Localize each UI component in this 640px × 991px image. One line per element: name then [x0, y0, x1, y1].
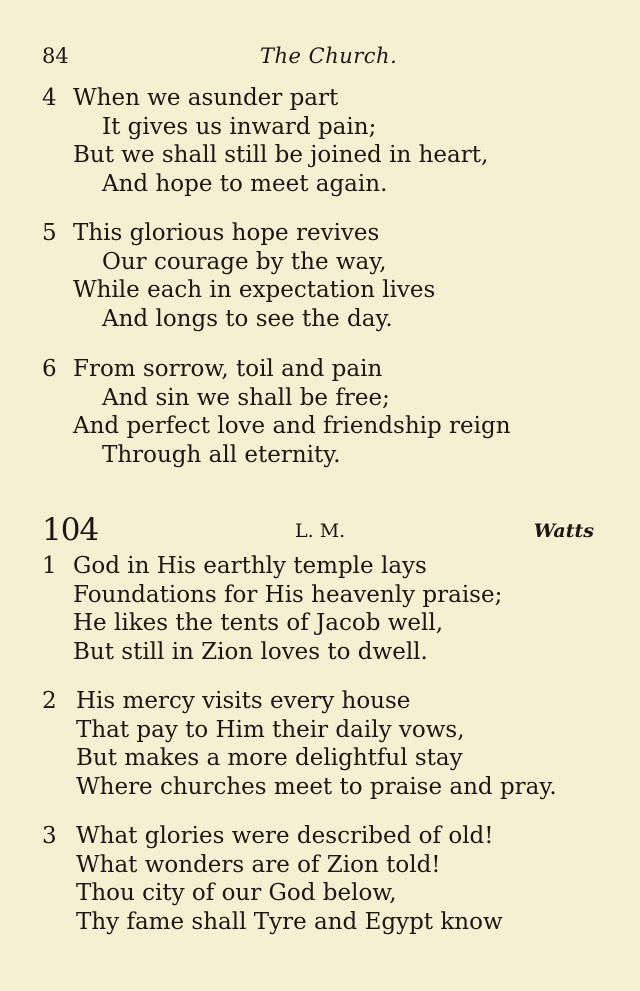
stanza-line — [42, 773, 602, 802]
stanza-line — [42, 412, 602, 441]
line-text: Thy fame shall Tyre and Egypt know — [76, 908, 503, 935]
stanza-line — [42, 638, 602, 667]
stanza-line — [42, 305, 602, 334]
hymn-meter: L. M. — [295, 520, 346, 542]
stanza-line — [42, 84, 602, 113]
page-number: 84 — [42, 44, 69, 68]
running-head — [42, 44, 592, 74]
stanza-number: 6 — [42, 356, 57, 382]
stanza-1 — [42, 552, 602, 666]
stanza-3 — [42, 822, 602, 936]
stanza-line — [42, 276, 602, 305]
line-text: Our courage by the way, — [102, 248, 387, 275]
stanza-line — [42, 552, 602, 581]
line-text: And perfect love and friendship reign — [73, 413, 511, 440]
stanza-number: 2 — [42, 688, 57, 714]
stanza-2 — [42, 687, 602, 801]
line-text: From sorrow, toil and pain — [73, 356, 383, 382]
stanza-number: 3 — [42, 823, 57, 849]
line-text: Where churches meet to praise and pray. — [76, 773, 557, 800]
line-text: He likes the tents of Jacob well, — [73, 610, 444, 637]
stanza-line — [42, 744, 602, 773]
line-text: But makes a more delightful stay — [76, 745, 463, 772]
stanza-line — [42, 141, 602, 170]
stanza-line — [42, 355, 602, 384]
line-text: While each in expectation lives — [73, 277, 436, 304]
stanza-line — [42, 113, 602, 142]
line-text: Foundations for His heavenly praise; — [73, 581, 503, 608]
stanza-line — [42, 384, 602, 413]
stanza-line — [42, 879, 602, 908]
line-text: When we asunder part — [73, 85, 339, 111]
stanza-number: 5 — [42, 220, 57, 246]
stanza-line — [42, 908, 602, 937]
line-text: But we shall still be joined in heart, — [73, 142, 489, 169]
stanza-line — [42, 248, 602, 277]
line-text: What wonders are of Zion told! — [76, 851, 441, 878]
stanza-line — [42, 609, 602, 638]
stanza-line — [42, 219, 602, 248]
stanza-number: 1 — [42, 553, 57, 579]
line-text: God in His earthly temple lays — [73, 553, 427, 579]
stanza-line — [42, 170, 602, 199]
line-text: And longs to see the day. — [102, 305, 393, 332]
line-text: It gives us inward pain; — [102, 113, 377, 140]
line-text: That pay to Him their daily vows, — [76, 716, 465, 743]
stanza-line — [42, 851, 602, 880]
line-text: And hope to meet again. — [102, 170, 388, 197]
line-text: This glorious hope revives — [73, 220, 380, 246]
stanza-line — [42, 687, 602, 716]
hymn-header — [42, 512, 594, 552]
line-text: What glories were described of old! — [76, 823, 494, 849]
hymn-number: 104 — [42, 512, 99, 548]
stanza-5 — [42, 219, 602, 333]
line-text: Thou city of our God below, — [76, 880, 397, 907]
hymn-author: Watts — [533, 520, 594, 542]
stanza-6 — [42, 355, 602, 469]
line-text: Through all eternity. — [102, 441, 341, 468]
running-title: The Church. — [260, 44, 398, 68]
stanza-4 — [42, 84, 602, 198]
stanza-number: 4 — [42, 85, 57, 111]
line-text: But still in Zion loves to dwell. — [73, 638, 428, 665]
stanza-line — [42, 822, 602, 851]
line-text: And sin we shall be free; — [102, 384, 390, 411]
stanza-line — [42, 581, 602, 610]
stanza-line — [42, 716, 602, 745]
stanza-line — [42, 441, 602, 470]
line-text: His mercy visits every house — [76, 688, 411, 714]
